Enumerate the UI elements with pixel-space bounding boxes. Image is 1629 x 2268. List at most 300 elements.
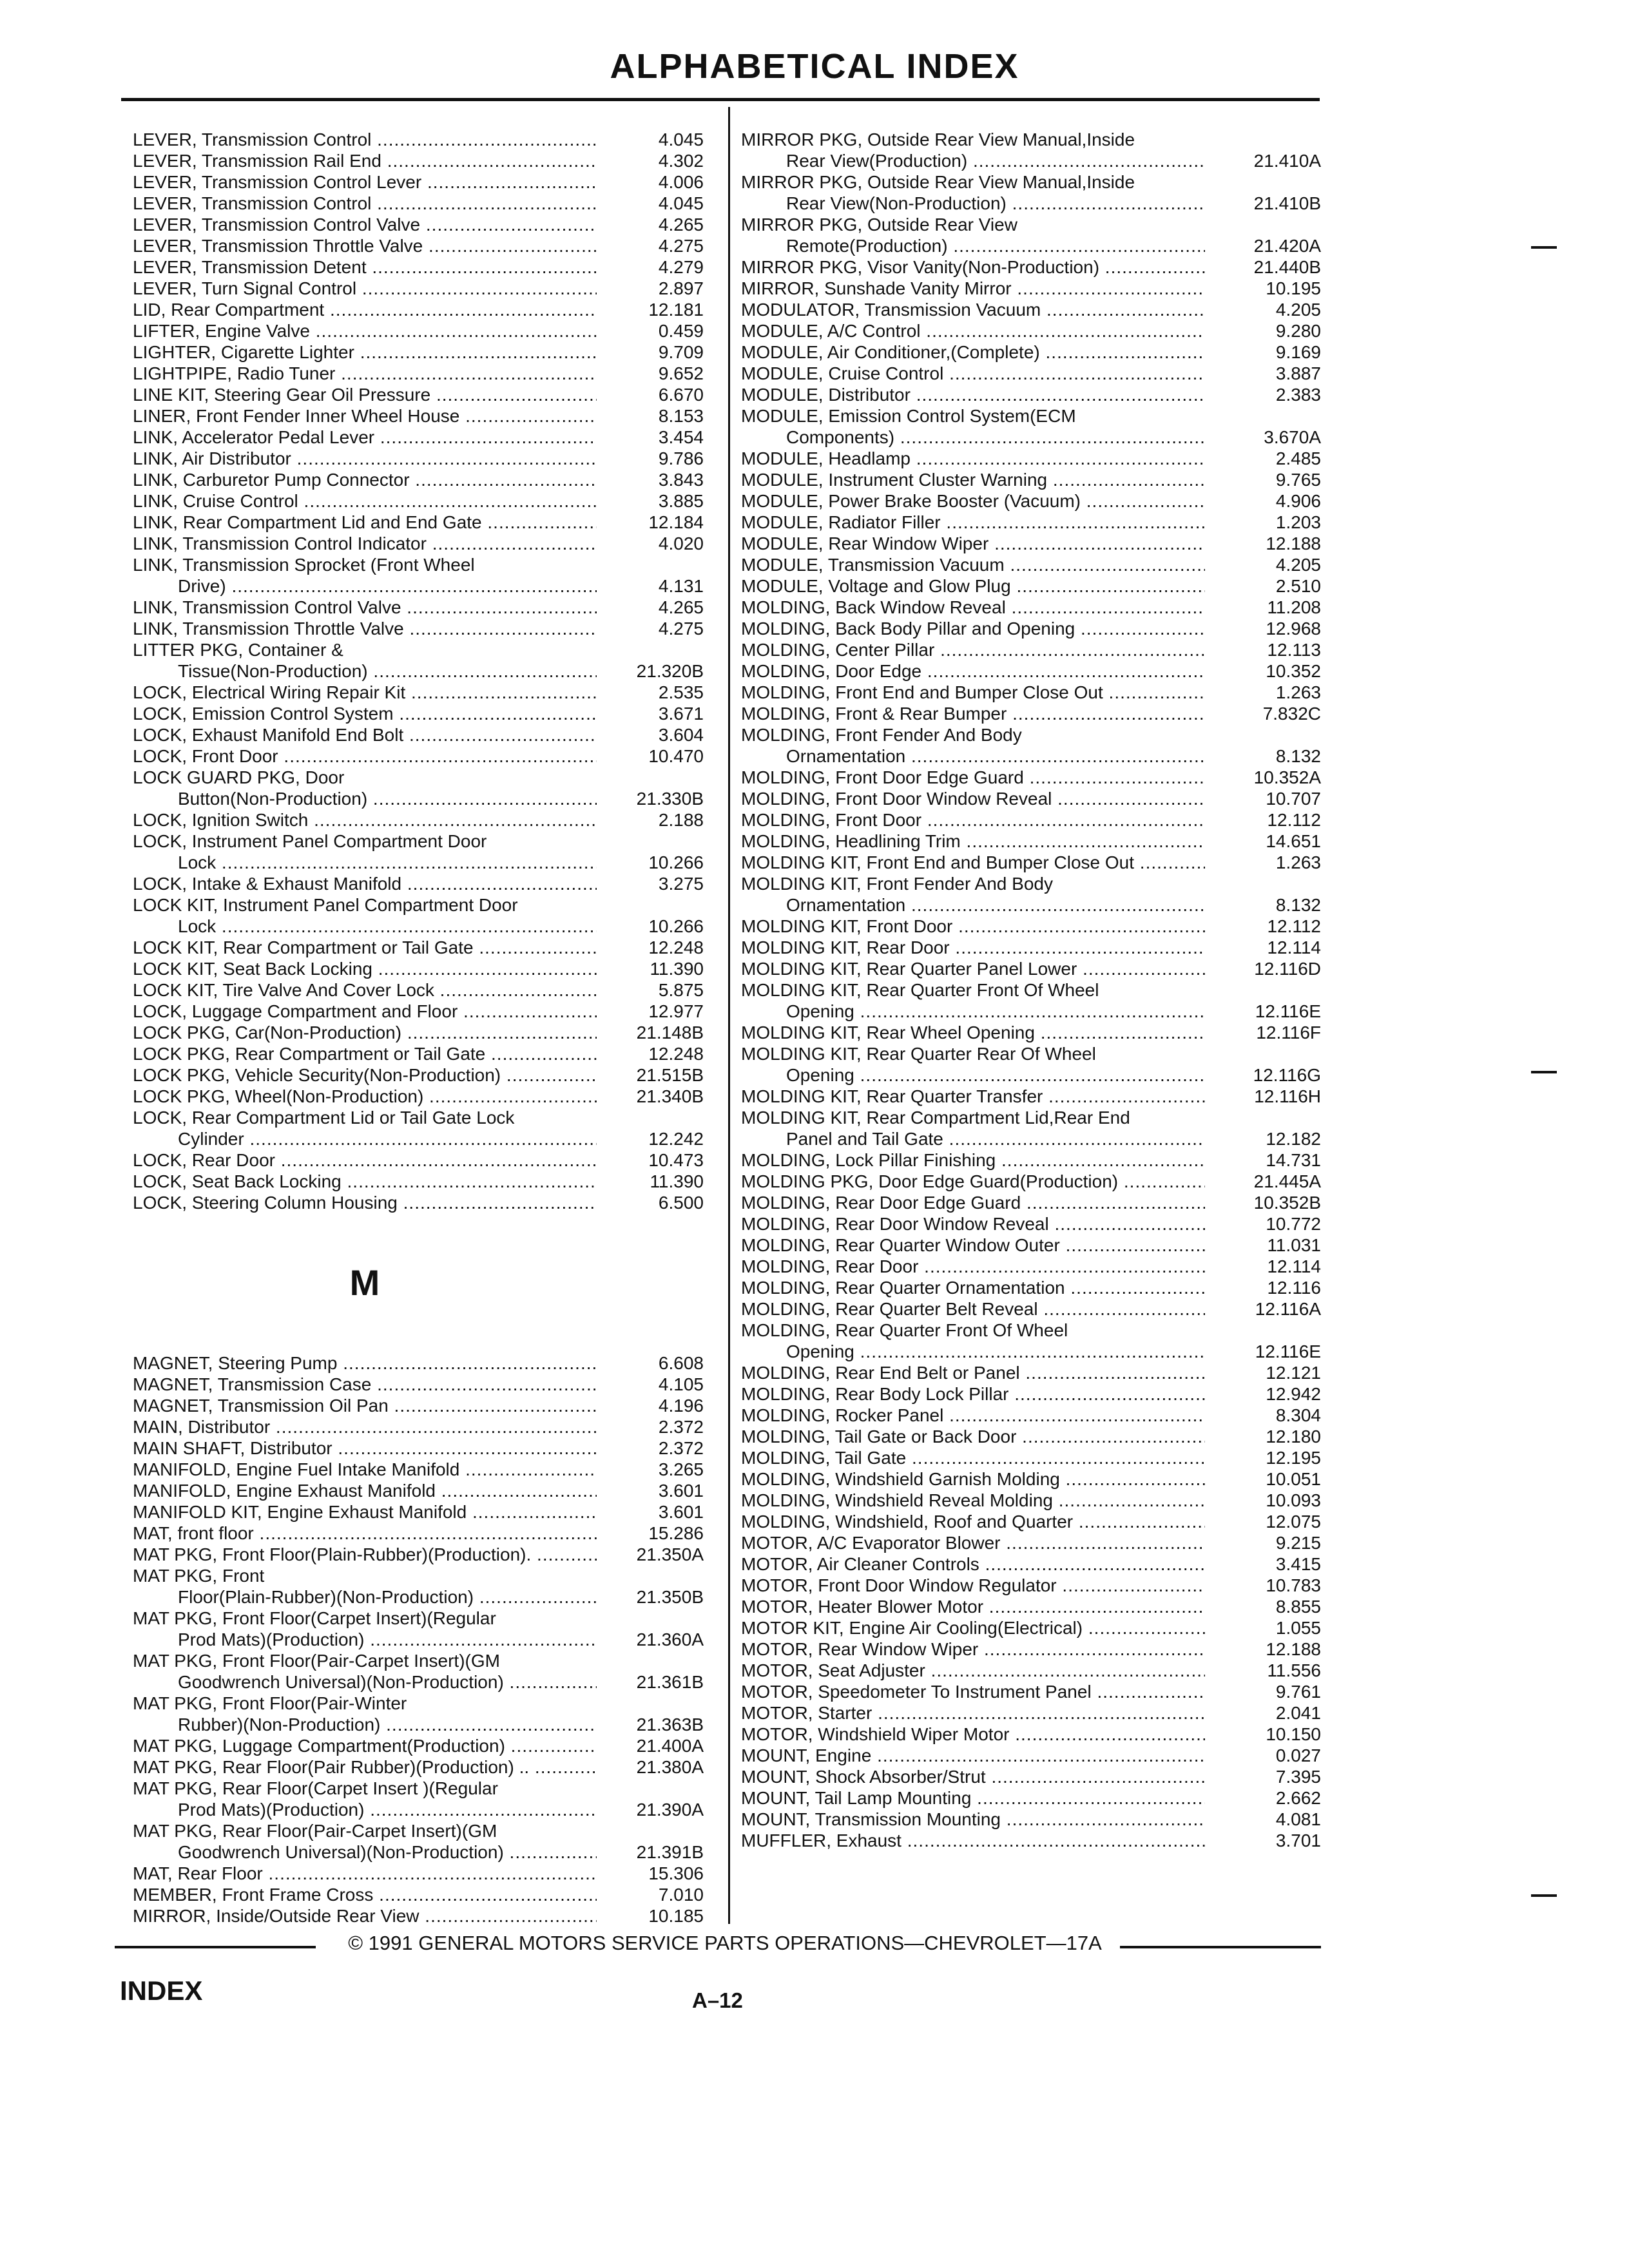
entry-line: MIRROR PKG, Outside Rear View Manual,Inside — [741, 172, 1135, 192]
entry-page-ref: 3.601 — [658, 1481, 704, 1501]
index-group-m-continued — [741, 129, 1321, 1851]
entry-description — [741, 1298, 1205, 1320]
entry-page-ref: 4.265 — [658, 597, 704, 617]
entry-line: LOCK, Steering Column Housing ..... — [133, 1192, 597, 1213]
index-entry — [133, 214, 713, 235]
index-entry — [741, 1383, 1321, 1405]
index-entry — [741, 1468, 1321, 1490]
entry-description — [741, 1043, 1205, 1086]
entry-page-ref: 3.454 — [658, 427, 704, 447]
index-entry — [741, 724, 1321, 767]
entry-line: Components) ..... — [741, 427, 1205, 448]
index-entry — [741, 979, 1321, 1022]
entry-page-ref: 12.184 — [648, 512, 704, 532]
entry-line: MAT PKG, Luggage Compartment(Production) ..... — [133, 1735, 597, 1756]
entry-line: MOLDING, Rear Quarter Front Of Wheel — [741, 1320, 1068, 1340]
entry-page-ref: 12.116G — [1253, 1065, 1321, 1085]
entry-description — [133, 1107, 597, 1149]
entry-page-ref: 4.131 — [658, 576, 704, 596]
entry-description — [133, 618, 597, 639]
entry-line: MOLDING KIT, Front Door ..... — [741, 916, 1205, 937]
entry-page-ref: 12.188 — [1266, 533, 1321, 553]
entry-description — [741, 1830, 1205, 1851]
entry-description — [133, 1756, 597, 1778]
index-entry — [133, 235, 713, 256]
index-entry — [133, 767, 713, 809]
entry-page-ref: 12.112 — [1267, 810, 1321, 830]
entry-page-ref: 3.843 — [658, 470, 704, 490]
entry-page-ref: 15.286 — [648, 1523, 704, 1543]
entry-page-ref: 10.185 — [648, 1906, 704, 1926]
index-entry — [741, 831, 1321, 852]
entry-line: Tissue(Non-Production) ..... — [133, 660, 597, 682]
entry-page-ref: 1.263 — [1275, 852, 1321, 872]
entry-page-ref: 3.885 — [658, 491, 704, 511]
page-title: ALPHABETICAL INDEX — [610, 47, 1019, 86]
index-entry — [133, 320, 713, 341]
entry-page-ref: 3.671 — [658, 704, 704, 724]
entry-page-ref: 11.556 — [1267, 1660, 1321, 1680]
entry-line: MIRROR PKG, Outside Rear View — [741, 215, 1017, 235]
entry-description — [133, 299, 597, 320]
entry-description — [133, 320, 597, 341]
entry-description — [133, 1480, 597, 1501]
entry-line: LOCK, Emission Control System ..... — [133, 703, 597, 724]
entry-line: LIGHTPIPE, Radio Tuner ..... — [133, 363, 597, 384]
index-entry — [133, 937, 713, 958]
entry-line: MANIFOLD, Engine Exhaust Manifold ..... — [133, 1480, 597, 1501]
entry-description — [741, 448, 1205, 469]
entry-description — [741, 1617, 1205, 1639]
entry-description — [741, 299, 1205, 320]
entry-description — [741, 873, 1205, 916]
entry-page-ref: 21.400A — [636, 1736, 704, 1756]
index-entry — [741, 1149, 1321, 1171]
entry-line: MODULE, Emission Control System(ECM — [741, 406, 1076, 426]
entry-line: MOLDING, Windshield, Roof and Quarter ..... — [741, 1511, 1205, 1532]
entry-line: Cylinder ..... — [133, 1128, 597, 1149]
index-entry — [741, 1213, 1321, 1235]
entry-page-ref: 6.500 — [658, 1193, 704, 1213]
entry-line: Panel and Tail Gate ..... — [741, 1128, 1205, 1149]
entry-line: MANIFOLD KIT, Engine Exhaust Manifold ..... — [133, 1501, 597, 1523]
index-entry — [133, 1043, 713, 1064]
index-entry — [741, 1405, 1321, 1426]
entry-description — [741, 1575, 1205, 1596]
entry-description — [133, 1523, 597, 1544]
index-entry — [133, 512, 713, 533]
entry-description — [741, 724, 1205, 767]
entry-line: LOCK, Electrical Wiring Repair Kit ..... — [133, 682, 597, 703]
index-entry — [741, 788, 1321, 809]
entry-page-ref: 4.302 — [658, 151, 704, 171]
left-column — [133, 129, 713, 1927]
index-entry — [133, 873, 713, 894]
entry-description — [741, 937, 1205, 958]
index-entry — [133, 363, 713, 384]
entry-line: MOTOR, A/C Evaporator Blower ..... — [741, 1532, 1205, 1553]
entry-description — [133, 1416, 597, 1437]
entry-line: LINK, Transmission Throttle Valve ..... — [133, 618, 597, 639]
entry-description — [741, 1639, 1205, 1660]
index-entry — [741, 1617, 1321, 1639]
entry-line: MOLDING, Rear End Belt or Panel ..... — [741, 1362, 1205, 1383]
entry-line: MOLDING KIT, Front End and Bumper Close Out ..... — [741, 852, 1205, 873]
entry-description — [133, 1905, 597, 1927]
entry-page-ref: 14.731 — [1266, 1150, 1321, 1170]
entry-description — [133, 958, 597, 979]
entry-description — [741, 256, 1205, 278]
entry-page-ref: 4.020 — [658, 533, 704, 553]
entry-description — [133, 937, 597, 958]
index-entry — [133, 1863, 713, 1884]
entry-description — [741, 171, 1205, 214]
index-group-l — [133, 129, 713, 1213]
entry-line: LID, Rear Compartment ..... — [133, 299, 597, 320]
entry-line: MAT PKG, Front Floor(Plain-Rubber)(Production). ..... — [133, 1544, 597, 1565]
entry-description — [133, 724, 597, 745]
entry-page-ref: 12.182 — [1266, 1129, 1321, 1149]
entry-description — [133, 278, 597, 299]
entry-description — [741, 597, 1205, 618]
entry-line: Opening ..... — [741, 1001, 1205, 1022]
entry-line: MOLDING, Rear Quarter Belt Reveal ..... — [741, 1298, 1205, 1320]
index-entry — [741, 448, 1321, 469]
entry-line: LOCK KIT, Tire Valve And Cover Lock ..... — [133, 979, 597, 1001]
entry-page-ref: 12.116D — [1254, 959, 1321, 979]
index-entry — [133, 1756, 713, 1778]
entry-page-ref: 12.116F — [1256, 1023, 1321, 1043]
entry-page-ref: 3.265 — [658, 1459, 704, 1479]
index-entry — [741, 256, 1321, 278]
index-entry — [741, 1171, 1321, 1192]
entry-page-ref: 4.105 — [658, 1374, 704, 1394]
entry-line: LINK, Carburetor Pump Connector ..... — [133, 469, 597, 490]
entry-line: MIRROR, Sunshade Vanity Mirror ..... — [741, 278, 1205, 299]
index-entry — [741, 1830, 1321, 1851]
entry-description — [133, 533, 597, 554]
entry-line: MOLDING, Tail Gate or Back Door ..... — [741, 1426, 1205, 1447]
entry-description — [741, 278, 1205, 299]
entry-line: Prod Mats)(Production) ..... — [133, 1799, 597, 1820]
entry-description — [133, 1608, 597, 1650]
entry-description — [133, 979, 597, 1001]
entry-page-ref: 21.410B — [1253, 193, 1321, 213]
entry-page-ref: 1.055 — [1275, 1618, 1321, 1638]
index-entry — [133, 618, 713, 639]
index-entry — [741, 171, 1321, 214]
entry-line: MODULE, Voltage and Glow Plug ..... — [741, 575, 1205, 597]
entry-description — [133, 1735, 597, 1756]
index-entry — [741, 1022, 1321, 1043]
entry-line: MANIFOLD, Engine Fuel Intake Manifold ..... — [133, 1459, 597, 1480]
entry-line: Remote(Production) ..... — [741, 235, 1205, 256]
index-entry — [741, 767, 1321, 788]
entry-description — [741, 1532, 1205, 1553]
entry-line: LOCK PKG, Rear Compartment or Tail Gate ..... — [133, 1043, 597, 1064]
entry-description — [133, 129, 597, 150]
entry-line: MOLDING, Rear Door Edge Guard ..... — [741, 1192, 1205, 1213]
entry-line: LINK, Rear Compartment Lid and End Gate ..... — [133, 512, 597, 533]
entry-description — [133, 1064, 597, 1086]
entry-line: LOCK KIT, Instrument Panel Compartment Door — [133, 895, 518, 915]
entry-description — [741, 1745, 1205, 1766]
entry-page-ref: 10.093 — [1266, 1490, 1321, 1510]
index-entry — [133, 1437, 713, 1459]
entry-description — [741, 1107, 1205, 1149]
entry-page-ref: 4.045 — [658, 193, 704, 213]
entry-line: LIFTER, Engine Valve ..... — [133, 320, 597, 341]
entry-page-ref: 12.114 — [1267, 1256, 1321, 1276]
entry-description — [741, 1809, 1205, 1830]
entry-page-ref: 10.470 — [648, 746, 704, 766]
entry-line: MOLDING, Front End and Bumper Close Out ..... — [741, 682, 1205, 703]
entry-line: LOCK, Front Door ..... — [133, 745, 597, 767]
margin-tick-mark — [1531, 1071, 1557, 1073]
entry-page-ref: 12.112 — [1267, 916, 1321, 936]
index-entry — [741, 1639, 1321, 1660]
margin-tick-mark — [1531, 1894, 1557, 1897]
entry-page-ref: 0.459 — [658, 321, 704, 341]
entry-page-ref: 1.203 — [1275, 512, 1321, 532]
index-entry — [133, 1735, 713, 1756]
entry-line: MAGNET, Steering Pump ..... — [133, 1352, 597, 1374]
entry-line: LOCK KIT, Rear Compartment or Tail Gate ..... — [133, 937, 597, 958]
index-entry — [133, 554, 713, 597]
entry-page-ref: 12.181 — [648, 300, 704, 320]
entry-description — [133, 873, 597, 894]
entry-description — [741, 554, 1205, 575]
entry-line: LOCK PKG, Vehicle Security(Non-Production) ..... — [133, 1064, 597, 1086]
entry-page-ref: 9.280 — [1275, 321, 1321, 341]
index-entry — [133, 831, 713, 873]
entry-page-ref: 3.701 — [1275, 1831, 1321, 1850]
entry-description — [133, 1001, 597, 1022]
index-entry — [741, 1745, 1321, 1766]
footer-section-label: INDEX — [120, 1975, 203, 2006]
entry-description — [133, 235, 597, 256]
entry-page-ref: 12.116H — [1254, 1086, 1321, 1106]
entry-description — [741, 1553, 1205, 1575]
index-entry — [133, 1608, 713, 1650]
index-entry — [133, 1171, 713, 1192]
entry-description — [133, 597, 597, 618]
entry-line: MOLDING KIT, Rear Wheel Opening ..... — [741, 1022, 1205, 1043]
entry-description — [741, 1277, 1205, 1298]
entry-page-ref: 15.306 — [648, 1863, 704, 1883]
entry-description — [741, 384, 1205, 405]
entry-description — [133, 256, 597, 278]
entry-description — [741, 1320, 1205, 1362]
entry-line: MODULE, Air Conditioner,(Complete) ..... — [741, 341, 1205, 363]
entry-description — [741, 1149, 1205, 1171]
index-entry — [133, 1693, 713, 1735]
index-entry — [741, 1447, 1321, 1468]
entry-description — [741, 533, 1205, 554]
index-entry — [133, 1565, 713, 1608]
entry-description — [133, 1437, 597, 1459]
entry-description — [741, 1405, 1205, 1426]
entry-line: MOUNT, Engine ..... — [741, 1745, 1205, 1766]
entry-description — [741, 1660, 1205, 1681]
entry-description — [741, 1787, 1205, 1809]
index-entry — [133, 384, 713, 405]
entry-page-ref: 21.420A — [1253, 236, 1321, 256]
entry-page-ref: 4.081 — [1275, 1809, 1321, 1829]
entry-description — [133, 682, 597, 703]
entry-page-ref: 21.350A — [636, 1544, 704, 1564]
entry-line: Rubber)(Non-Production) ..... — [133, 1714, 597, 1735]
entry-description — [741, 341, 1205, 363]
entry-description — [133, 512, 597, 533]
entry-line: MODULE, Instrument Cluster Warning ..... — [741, 469, 1205, 490]
index-entry — [133, 1650, 713, 1693]
index-entry — [133, 171, 713, 193]
entry-description — [133, 1022, 597, 1043]
entry-page-ref: 2.510 — [1275, 576, 1321, 596]
entry-line: MOTOR, Heater Blower Motor ..... — [741, 1596, 1205, 1617]
entry-line: MUFFLER, Exhaust ..... — [741, 1830, 1205, 1851]
index-entry — [133, 745, 713, 767]
index-entry — [741, 1660, 1321, 1681]
entry-description — [741, 405, 1205, 448]
entry-line: LINK, Cruise Control ..... — [133, 490, 597, 512]
index-entry — [133, 490, 713, 512]
entry-line: Ornamentation ..... — [741, 745, 1205, 767]
entry-description — [741, 916, 1205, 937]
entry-line: LEVER, Transmission Throttle Valve ..... — [133, 235, 597, 256]
index-entry — [741, 1809, 1321, 1830]
entry-page-ref: 12.116E — [1255, 1001, 1321, 1021]
entry-line: MOTOR, Speedometer To Instrument Panel ..... — [741, 1681, 1205, 1702]
entry-line: MAIN, Distributor ..... — [133, 1416, 597, 1437]
index-entry — [741, 1086, 1321, 1107]
entry-description — [133, 1086, 597, 1107]
entry-description — [133, 448, 597, 469]
entry-line: LOCK, Instrument Panel Compartment Door — [133, 831, 487, 851]
page-number: A–12 — [692, 1988, 743, 2012]
entry-page-ref: 21.320B — [636, 661, 704, 681]
entry-page-ref: 21.445A — [1253, 1171, 1321, 1191]
entry-line: LINK, Transmission Sprocket (Front Wheel — [133, 555, 475, 575]
entry-description — [133, 1693, 597, 1735]
entry-page-ref: 12.188 — [1266, 1639, 1321, 1659]
entry-line: LEVER, Transmission Control ..... — [133, 193, 597, 214]
entry-line: MOTOR, Front Door Window Regulator ..... — [741, 1575, 1205, 1596]
entry-line: LOCK, Rear Door ..... — [133, 1149, 597, 1171]
index-entry — [133, 1107, 713, 1149]
entry-page-ref: 9.169 — [1275, 342, 1321, 362]
entry-line: MOLDING, Center Pillar ..... — [741, 639, 1205, 660]
entry-line: MOLDING, Headlining Trim ..... — [741, 831, 1205, 852]
entry-description — [133, 150, 597, 171]
entry-line: MOUNT, Transmission Mounting ..... — [741, 1809, 1205, 1830]
entry-description — [133, 1374, 597, 1395]
entry-page-ref: 12.248 — [648, 937, 704, 957]
entry-line: MOLDING KIT, Rear Compartment Lid,Rear End — [741, 1108, 1130, 1128]
entry-line: MOLDING, Windshield Garnish Molding ..... — [741, 1468, 1205, 1490]
entry-line: MOLDING KIT, Rear Door ..... — [741, 937, 1205, 958]
entry-description — [741, 1724, 1205, 1745]
entry-page-ref: 8.132 — [1275, 895, 1321, 915]
section-letter: M — [349, 1262, 380, 1303]
entry-line: LIGHTER, Cigarette Lighter ..... — [133, 341, 597, 363]
entry-line: MAT PKG, Rear Floor(Pair Rubber)(Production) .. ..... — [133, 1756, 597, 1778]
entry-page-ref: 2.535 — [658, 682, 704, 702]
entry-line: Ornamentation ..... — [741, 894, 1205, 916]
entry-description — [133, 214, 597, 235]
entry-description — [133, 469, 597, 490]
index-entry — [741, 660, 1321, 682]
entry-line: MOLDING, Rear Quarter Ornamentation ..... — [741, 1277, 1205, 1298]
index-entry — [133, 894, 713, 937]
entry-description — [133, 639, 597, 682]
entry-description — [741, 1086, 1205, 1107]
entry-page-ref: 4.279 — [658, 257, 704, 277]
entry-line: LEVER, Turn Signal Control ..... — [133, 278, 597, 299]
entry-page-ref: 9.765 — [1275, 470, 1321, 490]
entry-line: MIRROR, Inside/Outside Rear View ..... — [133, 1905, 597, 1927]
entry-page-ref: 1.263 — [1275, 682, 1321, 702]
entry-description — [133, 703, 597, 724]
entry-page-ref: 3.415 — [1275, 1554, 1321, 1574]
entry-line: MOLDING, Front Door ..... — [741, 809, 1205, 831]
entry-description — [741, 958, 1205, 979]
entry-description — [741, 788, 1205, 809]
entry-line: LITTER PKG, Container & — [133, 640, 343, 660]
entry-page-ref: 12.977 — [648, 1001, 704, 1021]
index-entry — [741, 618, 1321, 639]
index-entry — [133, 1374, 713, 1395]
entry-page-ref: 11.390 — [650, 959, 704, 979]
index-entry — [133, 1820, 713, 1863]
index-entry — [133, 958, 713, 979]
entry-page-ref: 12.114 — [1267, 937, 1321, 957]
index-entry — [133, 1149, 713, 1171]
entry-line: MODULE, Cruise Control ..... — [741, 363, 1205, 384]
entry-page-ref: 6.670 — [658, 385, 704, 405]
entry-description — [741, 575, 1205, 597]
entry-page-ref: 6.608 — [658, 1353, 704, 1373]
entry-description — [133, 767, 597, 809]
index-entry — [133, 1416, 713, 1437]
entry-line: MAT PKG, Front Floor(Carpet Insert)(Regular — [133, 1608, 496, 1628]
entry-description — [741, 320, 1205, 341]
index-entry — [741, 363, 1321, 384]
index-entry — [133, 703, 713, 724]
entry-line: LOCK, Luggage Compartment and Floor ..... — [133, 1001, 597, 1022]
entry-page-ref: 10.352B — [1253, 1193, 1321, 1213]
entry-page-ref: 21.350B — [636, 1587, 704, 1607]
entry-line: LOCK, Ignition Switch ..... — [133, 809, 597, 831]
index-entry — [133, 1523, 713, 1544]
entry-page-ref: 21.330B — [636, 789, 704, 809]
entry-page-ref: 8.855 — [1275, 1597, 1321, 1617]
entry-description — [741, 1426, 1205, 1447]
entry-page-ref: 21.148B — [636, 1023, 704, 1043]
entry-description — [741, 363, 1205, 384]
column-divider — [728, 107, 730, 1924]
entry-page-ref: 3.604 — [658, 725, 704, 745]
entry-description — [741, 703, 1205, 724]
entry-description — [133, 1192, 597, 1213]
entry-line: MAT PKG, Front — [133, 1566, 265, 1586]
index-entry — [133, 1086, 713, 1107]
entry-page-ref: 3.275 — [658, 874, 704, 894]
index-entry — [133, 193, 713, 214]
entry-description — [741, 852, 1205, 873]
entry-line: LOCK, Rear Compartment Lid or Tail Gate Lock — [133, 1108, 515, 1128]
